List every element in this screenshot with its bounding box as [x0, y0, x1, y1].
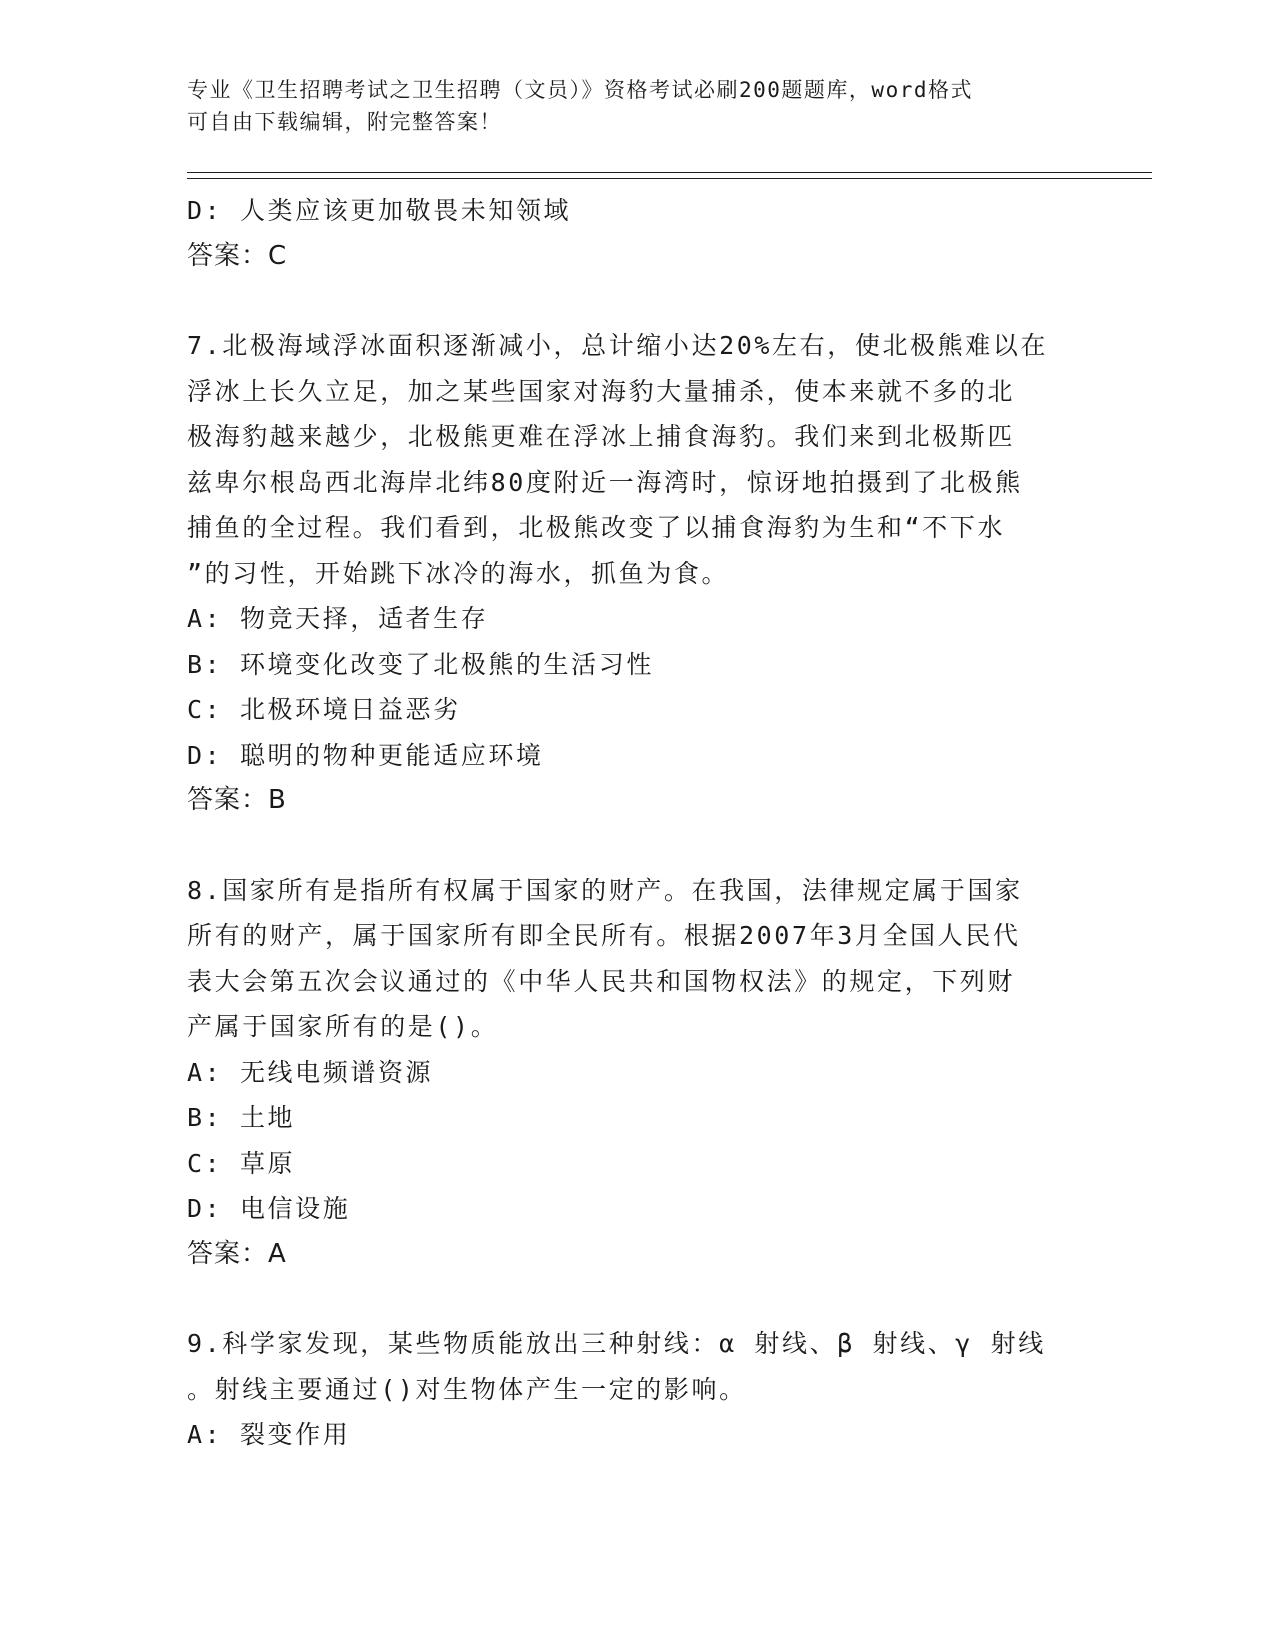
question-text-line: 表大会第五次会议通过的《中华人民共和国物权法》的规定，下列财 — [187, 966, 1016, 996]
question-9 — [187, 1321, 1087, 1458]
answer-line: 答案：B — [187, 785, 287, 815]
question-7 — [187, 323, 1087, 824]
option-d: D: 聪明的物种更能适应环境 — [187, 740, 544, 770]
question-text-line: 浮冰上长久立足，加之某些国家对海豹大量捕杀，使本来就不多的北 — [187, 376, 1016, 406]
header-line: 专业《卫生招聘考试之卫生招聘（文员）》资格考试必刷200题题库，word格式 — [187, 78, 973, 102]
option-c: C: 北极环境日益恶劣 — [187, 695, 461, 724]
question-text-line: 兹卑尔根岛西北海岸北纬80度附近一海湾时，惊讶地拍摄到了北极熊 — [187, 467, 1023, 497]
header-rule-bottom — [187, 178, 1152, 179]
question-gap — [187, 824, 1087, 868]
question-gap — [187, 1277, 1087, 1321]
option-a: A: 物竞天择，适者生存 — [187, 604, 489, 633]
question-text-line: 所有的财产，属于国家所有即全民所有。根据2007年3月全国人民代 — [187, 921, 1021, 950]
answer-line: 答案：C — [187, 240, 288, 271]
question-text-line: 9.科学家发现，某些物质能放出三种射线：α 射线、β 射线、γ 射线 — [187, 1329, 1046, 1358]
question-text-line: 捕鱼的全过程。我们看到，北极熊改变了以捕食海豹为生和“不下水 — [187, 513, 1006, 542]
option-b: B: 环境变化改变了北极熊的生活习性 — [187, 649, 654, 679]
question-text-line: 极海豹越来越少，北极熊更难在浮冰上捕食海豹。我们来到北极斯匹 — [187, 422, 1016, 451]
option-a: A: 裂变作用 — [187, 1420, 351, 1449]
document-header — [187, 74, 1087, 138]
header-line: 可自由下载编辑，附完整答案！ — [187, 110, 502, 134]
question-gap — [187, 279, 1087, 323]
document-body — [187, 188, 1087, 1458]
option-b: B: 土地 — [187, 1103, 296, 1132]
option-a: A: 无线电频谱资源 — [187, 1057, 434, 1087]
option-c: C: 草原 — [187, 1148, 296, 1178]
question-text-line: 。射线主要通过()对生物体产生一定的影响。 — [187, 1374, 747, 1404]
header-rule-top — [187, 172, 1152, 173]
question-8 — [187, 868, 1087, 1278]
answer-line: 答案：A — [187, 1238, 287, 1269]
option-d: D: 人类应该更加敬畏未知领域 — [187, 196, 572, 225]
question-6-tail — [187, 188, 1087, 279]
question-text-line: 产属于国家所有的是()。 — [187, 1012, 499, 1041]
question-text-line: 8.国家所有是指所有权属于国家的财产。在我国，法律规定属于国家 — [187, 875, 1023, 905]
question-text-line: ”的习性，开始跳下冰冷的海水，抓鱼为食。 — [187, 558, 730, 588]
option-d: D: 电信设施 — [187, 1194, 351, 1223]
question-text-line: 7.北极海域浮冰面积逐渐减小，总计缩小达20%左右，使北极熊难以在 — [187, 331, 1049, 360]
